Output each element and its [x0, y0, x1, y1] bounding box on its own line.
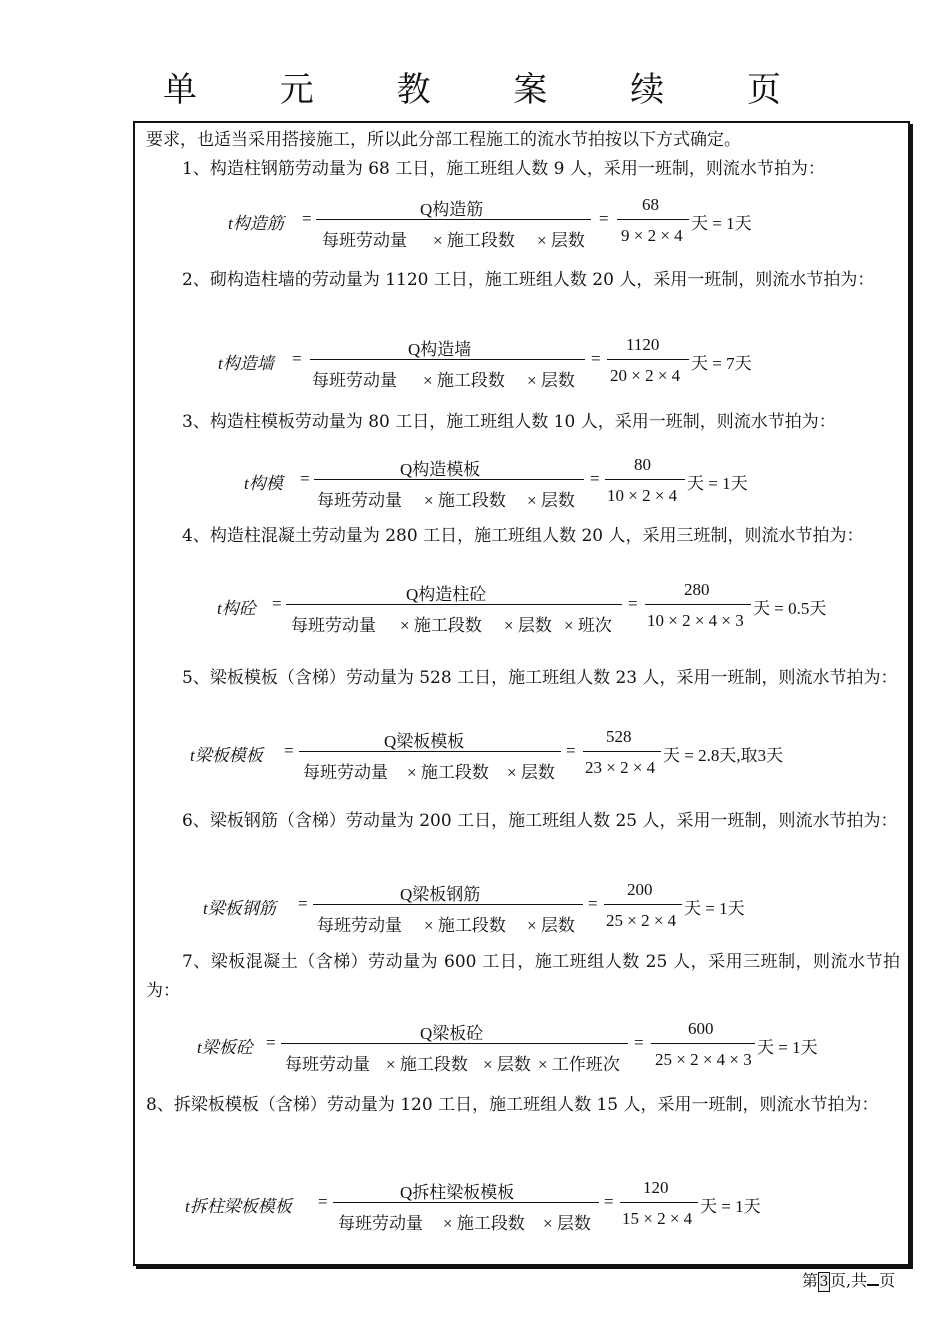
item-1-lhs: t构造筋 [228, 214, 284, 233]
item-5-text: 5、梁板模板（含梯）劳动量为 528 工日，施工班组人数 23 人，采用一班制，则流水节拍为： [182, 668, 898, 688]
page-indicator: 第 3页,共 页 [802, 1271, 896, 1290]
item-8-text: 8、拆梁板模板（含梯）劳动量为 120 工日，施工班组人数 15 人，采用一班制，则流水节拍为： [146, 1095, 879, 1115]
page-title: 单 元 教 案 续 页 [162, 70, 818, 110]
item-1-result-numerator: 68 [642, 195, 659, 214]
item-1-numerator: Q构造筋 [420, 200, 484, 219]
item-6-text: 6、梁板钢筋（含梯）劳动量为 200 工日，施工班组人数 25 人，采用一班制，则流水节拍为： [182, 811, 898, 831]
item-3-text: 3、构造柱模板劳动量为 80 工日，施工班组人数 10 人，采用一班制，则流水节拍为： [182, 412, 836, 432]
item-7-text: 7、梁板混凝土（含梯）劳动量为 600 工日，施工班组人数 25 人，采用三班制，则流水节拍为： [146, 952, 900, 1001]
item-1-result: 天 = 1天 [691, 214, 752, 233]
item-4-text: 4、构造柱混凝土劳动量为 280 工日，施工班组人数 20 人，采用三班制，则流水节拍为： [182, 526, 864, 546]
total-pages-field[interactable] [867, 1284, 879, 1286]
item-1-text: 1、构造柱钢筋劳动量为 68 工日，施工班组人数 9 人，采用一班制，则流水节拍为： [182, 159, 825, 179]
intro-paragraph: 要求，也适当采用搭接施工，所以此分部工程施工的流水节拍按以下方式确定。 [146, 130, 741, 150]
current-page-field[interactable]: 3 [819, 1274, 829, 1290]
item-2-text: 2、砌构造柱墙的劳动量为 1120 工日，施工班组人数 20 人，采用一班制，则流水节拍为： [182, 270, 875, 290]
